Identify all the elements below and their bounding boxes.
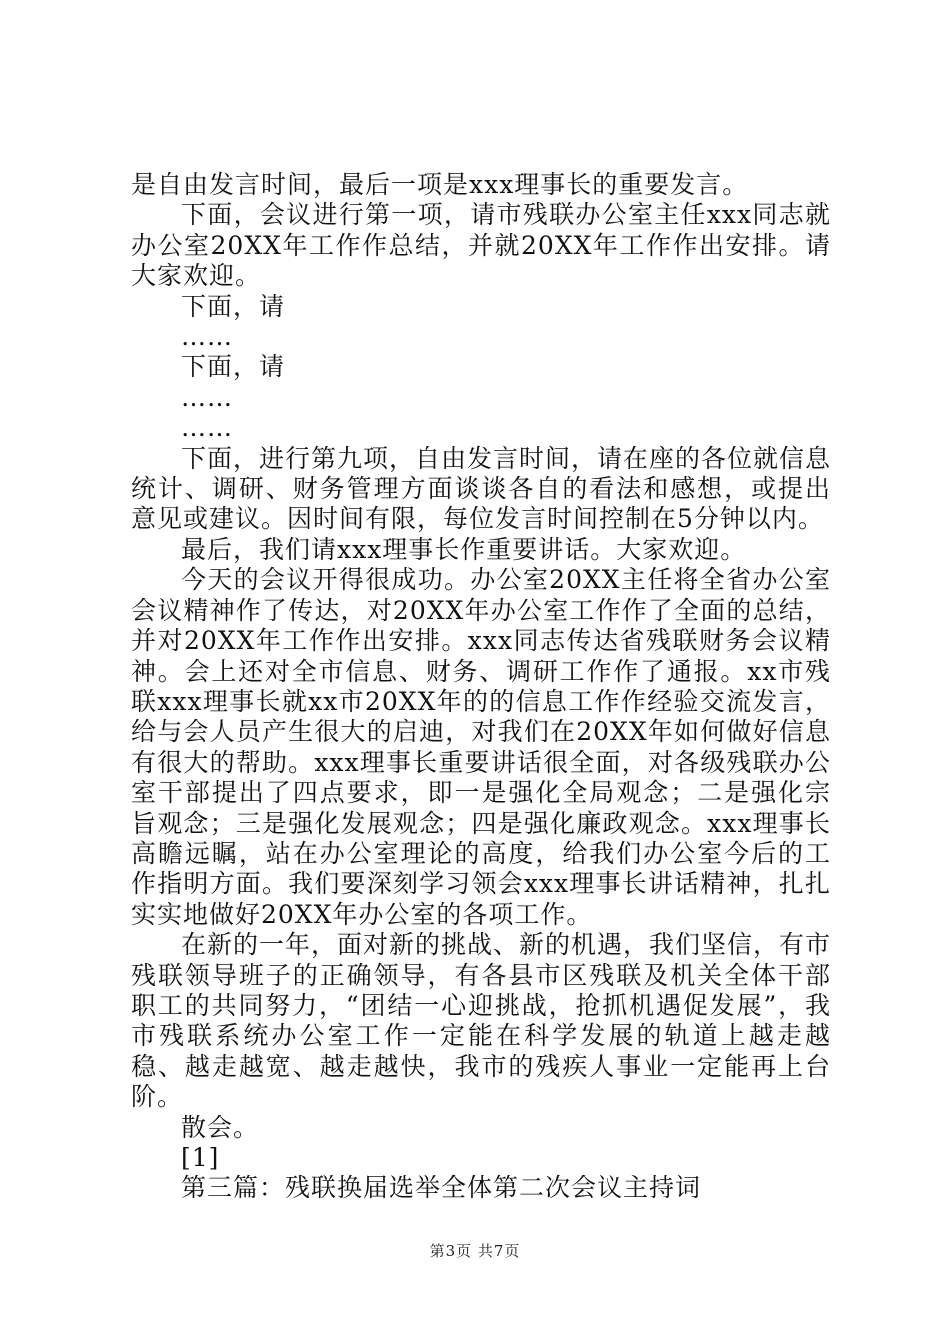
paragraph: 今天的会议开得很成功。办公室20XX主任将全省办公室会议精神作了传达，对20XX年办公室工作作了全面的总结，并对20XX年工作作出安排。xxx同志传达省残联财务会议精神。会上还对全市信息、财务、调研工作作了通报。xx市残联xxx理事长就xx市20XX年的的信息工作作经验交流发言，给与会人员产生很大的启迪，对我们在20XX年如何做好信息有很大的帮助。xxx理事长重要讲话很全面，对各级残联办公室干部提出了四点要求，即一是强化全局观念；二是强化宗旨观念；三是强化发展观念；四是强化廉政观念。xxx理事长高瞻远瞩，站在办公室理论的高度，给我们办公室今后的工作指明方面。我们要深刻学习领会xxx理事长讲话精神，扎扎实实地做好20XX年办公室的各项工作。 (131, 565, 831, 929)
ellipsis-line: …… (181, 413, 233, 443)
document-body (131, 170, 831, 1204)
paragraph: 下面，请 (181, 352, 286, 382)
section-heading: 第三篇：残联换届选举全体第二次会议主持词 (181, 1173, 702, 1203)
ellipsis-line: …… (181, 322, 233, 352)
paragraph: 下面，进行第九项，自由发言时间，请在座的各位就信息统计、调研、财务管理方面谈谈各自的看法和感想，或提出意见或建议。因时间有限，每位发言时间控制在5分钟以内。 (131, 443, 832, 534)
paragraph: 是自由发言时间，最后一项是xxx理事长的重要发言。 (131, 170, 749, 199)
paragraph: 最后，我们请xxx理事长作重要讲话。大家欢迎。 (181, 534, 747, 564)
paragraph: 散会。 (181, 1112, 260, 1142)
reference-marker: [1] (181, 1143, 220, 1172)
ellipsis-line: …… (181, 382, 233, 412)
paragraph: 下面，会议进行第一项，请市残联办公室主任xxx同志就办公室20XX年工作作总结，并就20XX年工作作出安排。请大家欢迎。 (131, 200, 831, 291)
paragraph: 在新的一年，面对新的挑战、新的机遇，我们坚信，有市残联领导班子的正确领导，有各县市区残联及机关全体干部职工的共同努力，“团结一心迎挑战，抢抓机遇促发展”，我市残联系统办公室工作一定能在科学发展的轨道上越走越稳、越走越宽、越走越快，我市的残疾人事业一定能再上台阶。 (131, 930, 832, 1112)
page-number-label: 第3页 共7页 (429, 1242, 521, 1260)
page-footer (0, 1241, 950, 1261)
paragraph: 下面，请 (181, 291, 286, 321)
